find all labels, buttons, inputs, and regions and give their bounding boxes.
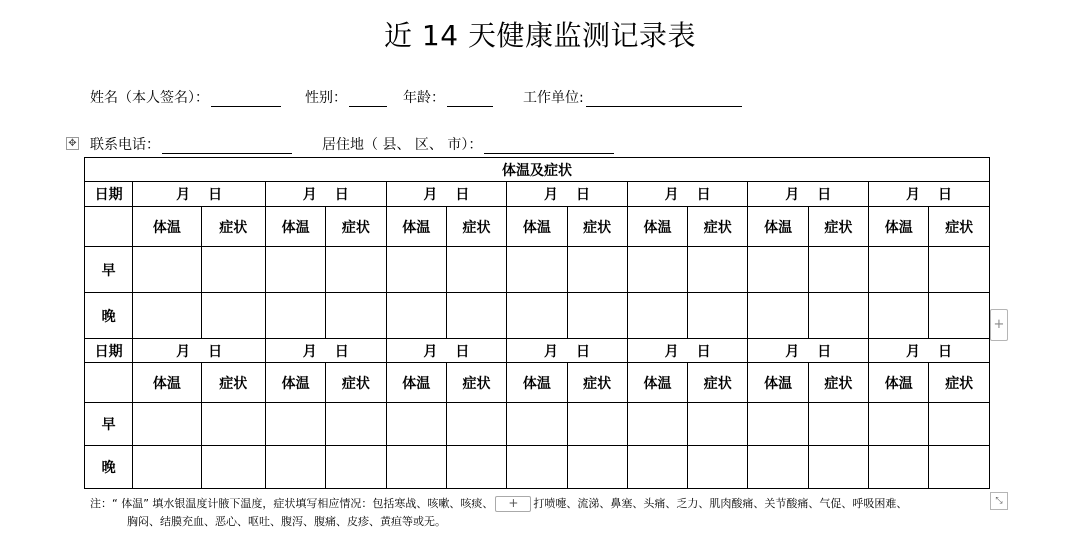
entry-cell[interactable] xyxy=(627,446,687,489)
entry-cell[interactable] xyxy=(567,403,627,446)
entry-cell[interactable] xyxy=(627,247,687,293)
day-label: 日 xyxy=(455,187,470,203)
day-label: 日 xyxy=(576,187,590,203)
symptom-header: 症状 xyxy=(567,363,627,403)
temp-header: 体温 xyxy=(386,363,446,403)
temp-header: 体温 xyxy=(748,207,808,247)
symptom-header: 症状 xyxy=(326,363,386,403)
note-line2: 胸闷、结膜充血、恶心、呕吐、腹泻、腹痛、皮疹、黄疸等或无。 xyxy=(127,515,446,528)
morning-label: 早 xyxy=(85,247,133,293)
entry-cell[interactable] xyxy=(133,446,201,489)
table-row xyxy=(85,446,990,489)
entry-cell[interactable] xyxy=(507,403,567,446)
temp-header: 体温 xyxy=(869,207,929,247)
temp-header: 体温 xyxy=(133,363,201,403)
date-cell[interactable] xyxy=(386,182,507,207)
month-label: 月 xyxy=(423,343,438,360)
residence-label: 居住地（ 县、 区、 市）： xyxy=(322,137,483,153)
entry-cell[interactable] xyxy=(386,247,446,293)
table-row xyxy=(85,339,990,363)
temp-header: 体温 xyxy=(133,207,201,247)
temp-header: 体温 xyxy=(869,363,929,403)
entry-cell[interactable] xyxy=(929,293,990,339)
month-label: 月 xyxy=(302,187,317,203)
name-blank[interactable] xyxy=(211,92,281,107)
move-icon[interactable]: ✥ xyxy=(66,137,79,150)
entry-cell[interactable] xyxy=(507,247,567,293)
evening-label: 晚 xyxy=(85,446,133,489)
phone-field[interactable] xyxy=(90,134,292,154)
temp-header: 体温 xyxy=(748,363,808,403)
entry-cell[interactable] xyxy=(446,247,506,293)
add-row-button[interactable]: + xyxy=(495,496,531,512)
work-blank[interactable] xyxy=(586,92,742,107)
phone-blank[interactable] xyxy=(162,139,292,154)
entry-cell[interactable] xyxy=(929,403,990,446)
entry-cell[interactable] xyxy=(869,293,929,339)
entry-cell[interactable] xyxy=(688,293,748,339)
entry-cell[interactable] xyxy=(201,293,265,339)
entry-cell[interactable] xyxy=(133,247,201,293)
entry-cell[interactable] xyxy=(688,403,748,446)
gender-blank[interactable] xyxy=(349,92,387,107)
work-label: 工作单位: xyxy=(523,90,584,106)
temp-header: 体温 xyxy=(265,363,325,403)
morning-label: 早 xyxy=(85,403,133,446)
footnote xyxy=(90,495,970,531)
day-label: 日 xyxy=(334,343,349,360)
work-field[interactable] xyxy=(523,87,742,107)
residence-field[interactable] xyxy=(322,134,614,154)
entry-cell[interactable] xyxy=(567,293,627,339)
entry-cell[interactable] xyxy=(133,293,201,339)
symptom-header: 症状 xyxy=(567,207,627,247)
entry-cell[interactable] xyxy=(748,247,808,293)
entry-cell[interactable] xyxy=(748,446,808,489)
month-label: 月 xyxy=(176,187,191,203)
entry-cell[interactable] xyxy=(386,293,446,339)
table-row xyxy=(85,207,990,247)
entry-cell[interactable] xyxy=(627,293,687,339)
month-label: 月 xyxy=(664,343,679,360)
entry-cell[interactable] xyxy=(869,403,929,446)
symptom-header: 症状 xyxy=(929,207,990,247)
gender-label: 性别： xyxy=(305,90,347,106)
entry-cell[interactable] xyxy=(326,446,386,489)
resize-icon[interactable]: ⤡ xyxy=(990,492,1008,510)
symptom-header: 症状 xyxy=(688,363,748,403)
table-row xyxy=(85,158,990,182)
temp-header: 体温 xyxy=(386,207,446,247)
day-label: 日 xyxy=(455,343,470,360)
date-cell[interactable] xyxy=(265,339,386,363)
month-label: 月 xyxy=(544,343,558,360)
table-row xyxy=(85,363,990,403)
date-cell[interactable] xyxy=(133,339,266,363)
name-label: 姓名（本人签名）： xyxy=(90,90,209,106)
month-label: 月 xyxy=(423,187,438,203)
month-label: 月 xyxy=(906,187,921,203)
date-cell[interactable] xyxy=(748,339,869,363)
residence-blank[interactable] xyxy=(484,139,614,154)
entry-cell[interactable] xyxy=(386,446,446,489)
entry-cell[interactable] xyxy=(446,446,506,489)
add-column-button[interactable]: + xyxy=(990,309,1008,341)
health-record-table xyxy=(84,157,990,489)
day-label: 日 xyxy=(938,343,953,360)
temp-header: 体温 xyxy=(627,207,687,247)
entry-cell[interactable] xyxy=(507,446,567,489)
day-label: 日 xyxy=(576,343,590,360)
blank-cell xyxy=(85,363,133,403)
entry-cell[interactable] xyxy=(265,403,325,446)
symptom-header: 症状 xyxy=(201,207,265,247)
date-label: 日期 xyxy=(85,182,133,207)
symptom-header: 症状 xyxy=(808,363,868,403)
info-row-1 xyxy=(90,87,742,107)
date-label: 日期 xyxy=(85,339,133,363)
table-header: 体温及症状 xyxy=(85,158,990,182)
table-row xyxy=(85,182,990,207)
entry-cell[interactable] xyxy=(808,247,868,293)
entry-cell[interactable] xyxy=(265,293,325,339)
entry-cell[interactable] xyxy=(446,403,506,446)
entry-cell[interactable] xyxy=(688,446,748,489)
symptom-header: 症状 xyxy=(929,363,990,403)
entry-cell[interactable] xyxy=(567,247,627,293)
day-label: 日 xyxy=(334,187,349,203)
date-cell[interactable] xyxy=(133,182,266,207)
entry-cell[interactable] xyxy=(326,403,386,446)
month-label: 月 xyxy=(664,187,679,203)
day-label: 日 xyxy=(208,187,223,203)
info-row-2 xyxy=(90,134,614,154)
page-title: 近 14 天健康监测记录表 xyxy=(384,19,696,52)
entry-cell[interactable] xyxy=(326,293,386,339)
date-cell[interactable] xyxy=(748,182,869,207)
evening-label: 晚 xyxy=(85,293,133,339)
symptom-header: 症状 xyxy=(446,363,506,403)
entry-cell[interactable] xyxy=(929,446,990,489)
temp-header: 体温 xyxy=(507,363,567,403)
entry-cell[interactable] xyxy=(326,247,386,293)
temp-header: 体温 xyxy=(627,363,687,403)
day-label: 日 xyxy=(208,343,223,360)
entry-cell[interactable] xyxy=(507,293,567,339)
month-label: 月 xyxy=(302,343,317,360)
entry-cell[interactable] xyxy=(808,403,868,446)
day-label: 日 xyxy=(696,343,711,360)
date-cell[interactable] xyxy=(265,182,386,207)
month-label: 月 xyxy=(176,343,191,360)
entry-cell[interactable] xyxy=(567,446,627,489)
entry-cell[interactable] xyxy=(748,293,808,339)
symptom-header: 症状 xyxy=(201,363,265,403)
month-label: 月 xyxy=(785,187,800,203)
note-line1-end: 打喷嚏、流涕、鼻塞、头痛、乏力、肌肉酸痛、关节酸痛、气促、呼吸困难、 xyxy=(533,497,908,510)
entry-cell[interactable] xyxy=(688,247,748,293)
entry-cell[interactable] xyxy=(386,403,446,446)
entry-cell[interactable] xyxy=(748,403,808,446)
date-cell[interactable] xyxy=(869,339,990,363)
day-label: 日 xyxy=(696,187,711,203)
entry-cell[interactable] xyxy=(808,446,868,489)
gender-field[interactable] xyxy=(305,87,387,107)
age-blank[interactable] xyxy=(447,92,493,107)
blank-cell xyxy=(85,207,133,247)
table-row xyxy=(85,293,990,339)
entry-cell[interactable] xyxy=(808,293,868,339)
entry-cell[interactable] xyxy=(201,403,265,446)
month-label: 月 xyxy=(785,343,800,360)
entry-cell[interactable] xyxy=(265,446,325,489)
age-field[interactable] xyxy=(403,87,493,107)
symptom-header: 症状 xyxy=(446,207,506,247)
day-label: 日 xyxy=(817,343,832,360)
note-line1-start: 注：“ 体温” 填水银温度计腋下温度，症状填写相应情况：包括寒战、咳嗽、咳痰、 xyxy=(90,497,494,510)
entry-cell[interactable] xyxy=(201,247,265,293)
entry-cell[interactable] xyxy=(201,446,265,489)
phone-label: 联系电话： xyxy=(90,137,160,153)
date-cell[interactable] xyxy=(627,339,748,363)
month-label: 月 xyxy=(544,187,558,203)
table-row xyxy=(85,403,990,446)
entry-cell[interactable] xyxy=(869,446,929,489)
table-row xyxy=(85,247,990,293)
date-cell[interactable] xyxy=(507,182,628,207)
date-cell[interactable] xyxy=(627,182,748,207)
entry-cell[interactable] xyxy=(446,293,506,339)
date-cell[interactable] xyxy=(507,339,628,363)
symptom-header: 症状 xyxy=(326,207,386,247)
entry-cell[interactable] xyxy=(265,247,325,293)
entry-cell[interactable] xyxy=(627,403,687,446)
name-field[interactable] xyxy=(90,87,281,107)
symptom-header: 症状 xyxy=(808,207,868,247)
temp-header: 体温 xyxy=(507,207,567,247)
day-label: 日 xyxy=(938,187,953,203)
entry-cell[interactable] xyxy=(929,247,990,293)
date-cell[interactable] xyxy=(386,339,507,363)
month-label: 月 xyxy=(906,343,921,360)
day-label: 日 xyxy=(817,187,832,203)
entry-cell[interactable] xyxy=(869,247,929,293)
entry-cell[interactable] xyxy=(133,403,201,446)
age-label: 年龄： xyxy=(403,90,445,106)
date-cell[interactable] xyxy=(869,182,990,207)
temp-header: 体温 xyxy=(265,207,325,247)
symptom-header: 症状 xyxy=(688,207,748,247)
